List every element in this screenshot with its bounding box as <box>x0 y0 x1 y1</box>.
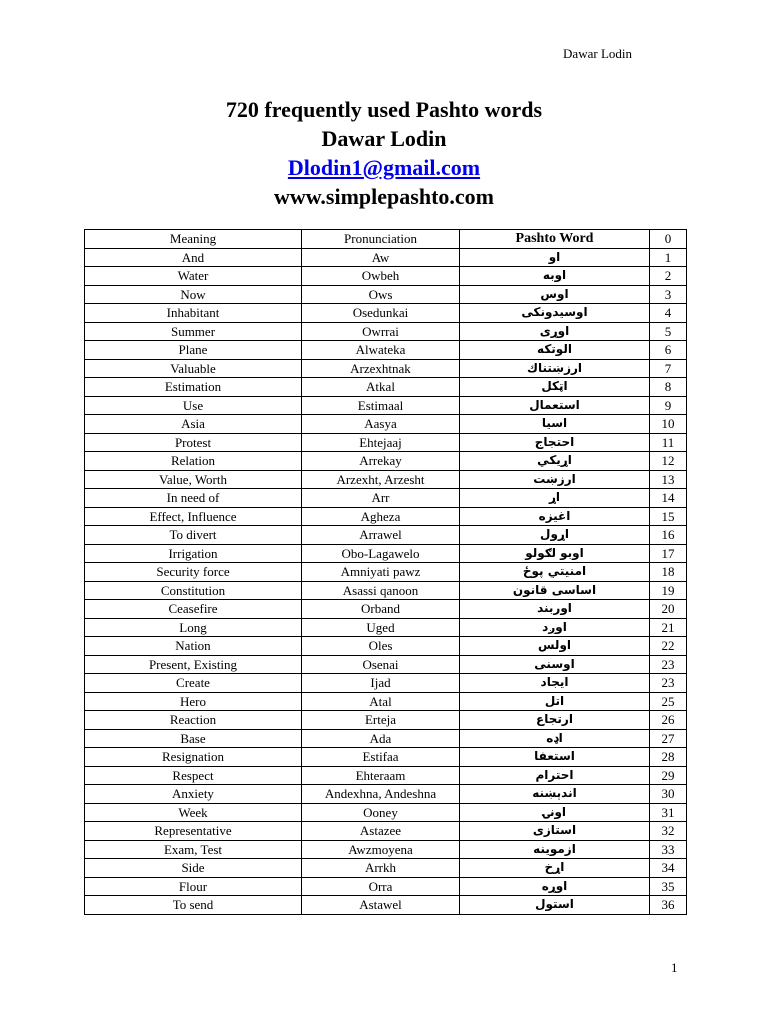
table-row <box>85 526 687 545</box>
cell-pashto-word: اساسی قانون <box>460 581 650 600</box>
cell-pronunciation: Uged <box>302 618 460 637</box>
table-row <box>85 655 687 674</box>
cell-pronunciation: Oles <box>302 637 460 656</box>
cell-pashto-word: اډه <box>460 729 650 748</box>
cell-meaning: Long <box>85 618 302 637</box>
table-row <box>85 248 687 267</box>
cell-pashto-word: اوړی <box>460 322 650 341</box>
cell-number: 23 <box>650 655 687 674</box>
cell-meaning: Hero <box>85 692 302 711</box>
cell-meaning: Week <box>85 803 302 822</box>
table-row <box>85 785 687 804</box>
cell-number: 13 <box>650 470 687 489</box>
cell-meaning: In need of <box>85 489 302 508</box>
cell-pronunciation: Agheza <box>302 507 460 526</box>
cell-pashto-word: استعمال <box>460 396 650 415</box>
cell-pronunciation: Asassi qanoon <box>302 581 460 600</box>
cell-number: 34 <box>650 859 687 878</box>
cell-meaning: Water <box>85 267 302 286</box>
table-row <box>85 729 687 748</box>
cell-meaning: Summer <box>85 322 302 341</box>
table-row <box>85 359 687 378</box>
cell-meaning: Inhabitant <box>85 304 302 323</box>
cell-pashto-word: ارزښتناك <box>460 359 650 378</box>
header-pronunciation: Pronunciation <box>302 230 460 249</box>
cell-pronunciation: Atkal <box>302 378 460 397</box>
cell-meaning: Plane <box>85 341 302 360</box>
cell-pronunciation: Arr <box>302 489 460 508</box>
cell-number: 4 <box>650 304 687 323</box>
cell-pronunciation: Astawel <box>302 896 460 915</box>
cell-pronunciation: Arrekay <box>302 452 460 471</box>
cell-number: 21 <box>650 618 687 637</box>
cell-pashto-word: اونۍ <box>460 803 650 822</box>
cell-pronunciation: Ooney <box>302 803 460 822</box>
cell-pronunciation: Aw <box>302 248 460 267</box>
cell-number: 26 <box>650 711 687 730</box>
cell-meaning: Representative <box>85 822 302 841</box>
cell-number: 35 <box>650 877 687 896</box>
cell-pronunciation: Owrrai <box>302 322 460 341</box>
cell-pronunciation: Awzmoyena <box>302 840 460 859</box>
cell-number: 8 <box>650 378 687 397</box>
cell-number: 31 <box>650 803 687 822</box>
table-body <box>85 248 687 914</box>
author-name: Dawar Lodin <box>321 126 447 151</box>
cell-number: 14 <box>650 489 687 508</box>
cell-meaning: Estimation <box>85 378 302 397</box>
cell-pashto-word: اندېښنه <box>460 785 650 804</box>
cell-meaning: Exam, Test <box>85 840 302 859</box>
cell-meaning: And <box>85 248 302 267</box>
cell-pronunciation: Ehteraam <box>302 766 460 785</box>
cell-pronunciation: Obo-Lagawelo <box>302 544 460 563</box>
cell-pashto-word: استعفا <box>460 748 650 767</box>
cell-pashto-word: اتل <box>460 692 650 711</box>
cell-meaning: Now <box>85 285 302 304</box>
cell-meaning: Flour <box>85 877 302 896</box>
cell-pashto-word: اوسنی <box>460 655 650 674</box>
cell-pronunciation: Ows <box>302 285 460 304</box>
table-row <box>85 674 687 693</box>
cell-meaning: Create <box>85 674 302 693</box>
cell-pashto-word: اولس <box>460 637 650 656</box>
email-link[interactable]: Dlodin1@gmail.com <box>287 155 481 180</box>
table-row <box>85 507 687 526</box>
cell-pashto-word: احتجاج <box>460 433 650 452</box>
table-row <box>85 396 687 415</box>
cell-number: 28 <box>650 748 687 767</box>
cell-number: 3 <box>650 285 687 304</box>
table-row <box>85 415 687 434</box>
document-title: 720 frequently used Pashto words <box>225 97 543 122</box>
cell-pronunciation: Owbeh <box>302 267 460 286</box>
cell-meaning: Side <box>85 859 302 878</box>
cell-number: 29 <box>650 766 687 785</box>
table-row <box>85 322 687 341</box>
cell-pronunciation: Alwateka <box>302 341 460 360</box>
table-row <box>85 489 687 508</box>
header-meaning: Meaning <box>85 230 302 249</box>
table-row <box>85 637 687 656</box>
cell-pronunciation: Arzexhtnak <box>302 359 460 378</box>
cell-meaning: Use <box>85 396 302 415</box>
cell-pronunciation: Astazee <box>302 822 460 841</box>
cell-pashto-word: الوتکه <box>460 341 650 360</box>
cell-pronunciation: Andexhna, Andeshna <box>302 785 460 804</box>
table-row <box>85 859 687 878</box>
table-row <box>85 711 687 730</box>
cell-pashto-word: استول <box>460 896 650 915</box>
cell-pashto-word: اسیا <box>460 415 650 434</box>
cell-pronunciation: Erteja <box>302 711 460 730</box>
cell-pashto-word: امنیتي پوځ <box>460 563 650 582</box>
cell-number: 25 <box>650 692 687 711</box>
cell-meaning: Protest <box>85 433 302 452</box>
cell-number: 10 <box>650 415 687 434</box>
cell-pashto-word: اړول <box>460 526 650 545</box>
cell-number: 18 <box>650 563 687 582</box>
cell-pashto-word: اوړه <box>460 877 650 896</box>
cell-pronunciation: Ada <box>302 729 460 748</box>
cell-pronunciation: Arzexht, Arzesht <box>302 470 460 489</box>
cell-number: 7 <box>650 359 687 378</box>
cell-pashto-word: اغیزه <box>460 507 650 526</box>
cell-meaning: To send <box>85 896 302 915</box>
table-row <box>85 600 687 619</box>
cell-pronunciation: Ehtejaaj <box>302 433 460 452</box>
cell-pashto-word: اړیکي <box>460 452 650 471</box>
cell-meaning: Valuable <box>85 359 302 378</box>
cell-meaning: Irrigation <box>85 544 302 563</box>
cell-pronunciation: Estifaa <box>302 748 460 767</box>
table-row <box>85 267 687 286</box>
cell-number: 2 <box>650 267 687 286</box>
cell-meaning: Base <box>85 729 302 748</box>
cell-pashto-word: اوربند <box>460 600 650 619</box>
cell-meaning: Asia <box>85 415 302 434</box>
cell-pashto-word: اوسیدونکی <box>460 304 650 323</box>
header-number: 0 <box>650 230 687 249</box>
cell-pashto-word: احترام <box>460 766 650 785</box>
title-block <box>0 95 768 211</box>
table-row <box>85 822 687 841</box>
cell-number: 9 <box>650 396 687 415</box>
cell-number: 27 <box>650 729 687 748</box>
cell-number: 30 <box>650 785 687 804</box>
cell-pronunciation: Osenai <box>302 655 460 674</box>
table-row <box>85 563 687 582</box>
table-row <box>85 341 687 360</box>
cell-pronunciation: Amniyati pawz <box>302 563 460 582</box>
cell-pashto-word: اوبو لګولو <box>460 544 650 563</box>
cell-pronunciation: Orband <box>302 600 460 619</box>
cell-meaning: Effect, Influence <box>85 507 302 526</box>
cell-pashto-word: او <box>460 248 650 267</box>
page-number: 1 <box>671 960 678 975</box>
table-row <box>85 877 687 896</box>
cell-number: 6 <box>650 341 687 360</box>
cell-pashto-word: ایجاد <box>460 674 650 693</box>
website-url: www.simplepashto.com <box>273 184 494 209</box>
table-row <box>85 692 687 711</box>
cell-meaning: Constitution <box>85 581 302 600</box>
cell-number: 23 <box>650 674 687 693</box>
cell-meaning: Respect <box>85 766 302 785</box>
cell-pronunciation: Osedunkai <box>302 304 460 323</box>
cell-meaning: To divert <box>85 526 302 545</box>
cell-pronunciation: Orra <box>302 877 460 896</box>
table-row <box>85 285 687 304</box>
table-row <box>85 581 687 600</box>
cell-pronunciation: Atal <box>302 692 460 711</box>
table-row <box>85 766 687 785</box>
table-row <box>85 748 687 767</box>
table-row <box>85 378 687 397</box>
cell-pashto-word: ازموینه <box>460 840 650 859</box>
cell-meaning: Resignation <box>85 748 302 767</box>
cell-number: 1 <box>650 248 687 267</box>
header-pashto-word: Pashto Word <box>460 230 650 249</box>
cell-pronunciation: Arrawel <box>302 526 460 545</box>
table-row <box>85 896 687 915</box>
cell-number: 36 <box>650 896 687 915</box>
cell-meaning: Anxiety <box>85 785 302 804</box>
running-header-author: Dawar Lodin <box>563 46 632 61</box>
cell-meaning: Security force <box>85 563 302 582</box>
cell-number: 12 <box>650 452 687 471</box>
cell-meaning: Ceasefire <box>85 600 302 619</box>
cell-number: 15 <box>650 507 687 526</box>
cell-pashto-word: اړخ <box>460 859 650 878</box>
cell-pashto-word: ارتجاع <box>460 711 650 730</box>
cell-number: 20 <box>650 600 687 619</box>
cell-number: 17 <box>650 544 687 563</box>
cell-pashto-word: استازی <box>460 822 650 841</box>
cell-pronunciation: Estimaal <box>302 396 460 415</box>
cell-meaning: Present, Existing <box>85 655 302 674</box>
cell-number: 11 <box>650 433 687 452</box>
cell-pronunciation: Ijad <box>302 674 460 693</box>
table-row <box>85 470 687 489</box>
table-row <box>85 618 687 637</box>
cell-number: 32 <box>650 822 687 841</box>
cell-pashto-word: اوبه <box>460 267 650 286</box>
cell-number: 5 <box>650 322 687 341</box>
cell-meaning: Reaction <box>85 711 302 730</box>
vocabulary-table <box>84 229 687 915</box>
table-row <box>85 433 687 452</box>
cell-pashto-word: ارزښت <box>460 470 650 489</box>
table-row <box>85 544 687 563</box>
cell-pashto-word: اټکل <box>460 378 650 397</box>
cell-meaning: Value, Worth <box>85 470 302 489</box>
cell-number: 19 <box>650 581 687 600</box>
cell-pashto-word: اوږد <box>460 618 650 637</box>
cell-number: 33 <box>650 840 687 859</box>
cell-pronunciation: Aasya <box>302 415 460 434</box>
table-row <box>85 452 687 471</box>
table-row <box>85 840 687 859</box>
table-header-row <box>85 230 687 249</box>
cell-pashto-word: اړ <box>460 489 650 508</box>
cell-number: 16 <box>650 526 687 545</box>
cell-number: 22 <box>650 637 687 656</box>
cell-pashto-word: اوس <box>460 285 650 304</box>
cell-meaning: Nation <box>85 637 302 656</box>
table-row <box>85 304 687 323</box>
cell-meaning: Relation <box>85 452 302 471</box>
table-row <box>85 803 687 822</box>
cell-pronunciation: Arrkh <box>302 859 460 878</box>
